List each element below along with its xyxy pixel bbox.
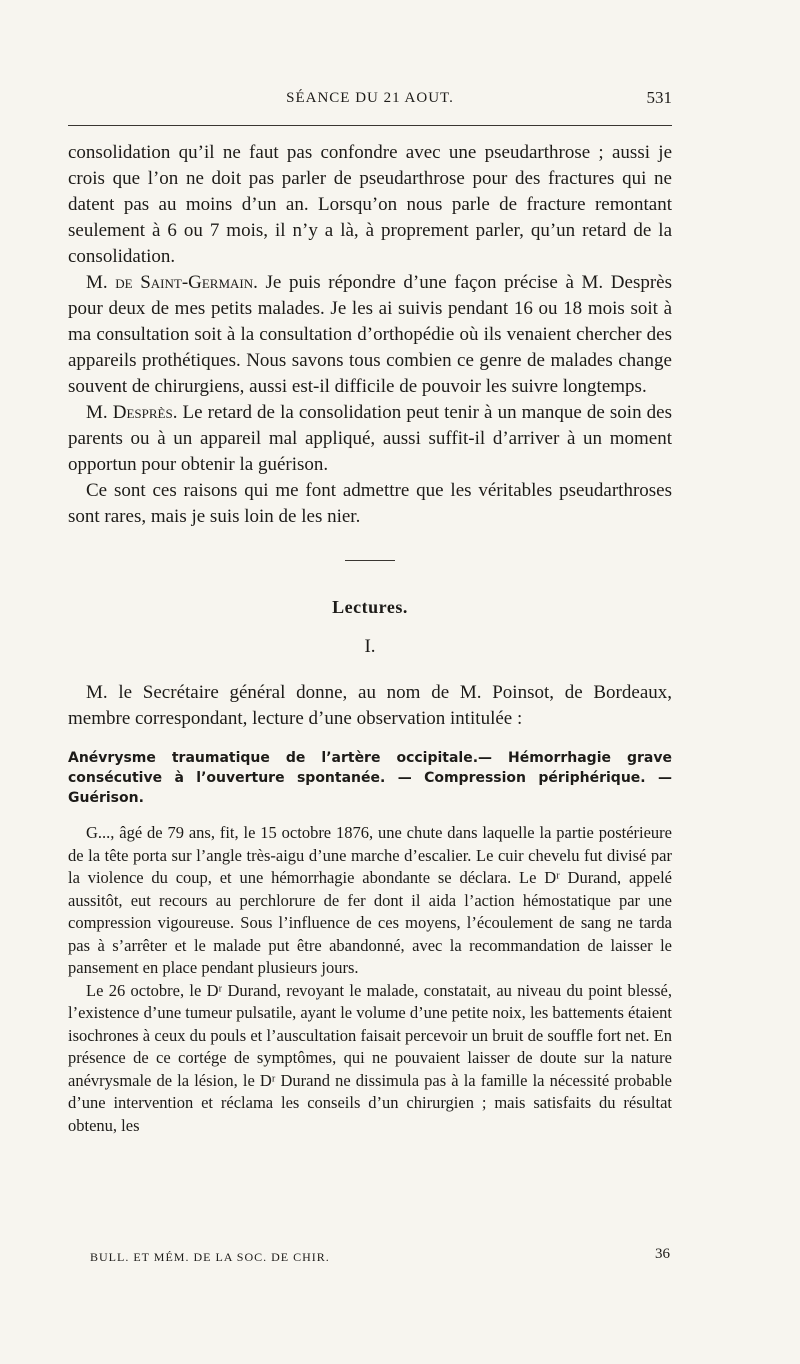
- page-footer: [90, 1248, 670, 1266]
- observation-title: Anévrysme traumatique de l’artère occipitale.— Hémorrhagie grave consécutive à l’ouverture spontanée. — Compression périphérique. — Guérison.: [68, 750, 672, 806]
- section-divider: [345, 560, 395, 561]
- paragraph-text: Ce sont ces raisons qui me font admettre que les véritables pseudarthroses sont rares, mais je suis loin de les nier.: [68, 480, 672, 527]
- speaker-name: M. Desprès.: [86, 402, 178, 423]
- header-title: SÉANCE DU 21 AOUT.: [286, 90, 454, 106]
- observation-paragraph: Le 26 octobre, le Dʳ Durand, revoyant le malade, constatait, au niveau du point blessé, l’existence d’une tumeur pulsatile, ayant le volume d’une petite noix, les battements étaient isochrones à ceux du pouls et l’auscultation faisait percevoir un bruit de souffle fort net. En présence de ce cortége de symptômes, qui ne pouvaient laisser de doute sur la nature anévrysmale de la lésion, le Dʳ Durand ne dissimula pas à la famille la nécessité probable d’une intervention et réclama les conseils d’un chirurgien ; mais satisfaits du résultat obtenu, les: [68, 980, 672, 1135]
- header-rule: [68, 125, 672, 126]
- paragraph-continuation: [68, 140, 672, 270]
- paragraph-conclusion: [68, 478, 672, 530]
- observation-paragraph: G..., âgé de 79 ans, fit, le 15 octobre 1876, une chute dans laquelle la partie postérieure de la tête porta sur l’angle très-aigu d’une marche d’escalier. Le cuir chevelu fut divisé par la violence du coup, et une hémorrhagie abondante se déclara. Le Dʳ Durand, appelé aussitôt, eut recours au perchlorure de fer dont il aida l’action hémostatique par une compression vigoureuse. Sous l’influence de ces moyens, l’écoulement de sang ne tarda pas à s’arrêter et le malade put être abandonné, avec la recommandation de laisser le pansement en place pendant plusieurs jours.: [68, 823, 672, 977]
- paragraph-text: consolidation qu’il ne faut pas confondre avec une pseudarthrose ; aussi je crois que l’on ne doit pas parler de pseudarthrose pour des fractures qui ne datent pas au moins d’un an. Lorsqu’on nous parle de fracture remontant seulement à 6 ou 7 mois, il n’y a là, à proprement parler, qu’un retard de la consolidation.: [68, 142, 672, 267]
- paragraph-despres: [68, 400, 672, 478]
- intro-paragraph: M. le Secrétaire général donne, au nom de M. Poinsot, de Bordeaux, membre correspondant, lecture d’une observation intitulée :: [68, 682, 672, 729]
- running-header: [68, 86, 672, 116]
- section-title: Lectures.: [332, 597, 408, 617]
- footer-journal: BULL. ET MÉM. DE LA SOC. DE CHIR.: [90, 1250, 330, 1264]
- paragraph-text: Je puis répondre d’une façon précise à M. Desprès pour deux de mes petits malades. Je les ai suivis pendant 16 ou 18 mois soit à ma consultation soit à la consultation d’orthopédie où ils venaient chercher des appareils prothétiques. Nous savons tous combien ce genre de malades change souvent de chirurgiens, aussi est-il difficile de pouvoir les suivre longtemps.: [68, 272, 672, 397]
- page-body: [68, 140, 672, 1137]
- paragraph-saint-germain: [68, 270, 672, 400]
- speaker-name: M. de Saint-Germain.: [86, 272, 258, 293]
- page-number: 531: [646, 88, 672, 107]
- footer-signature-number: 36: [655, 1246, 670, 1262]
- section-number: I.: [364, 636, 376, 657]
- paragraph-text: Le retard de la consolidation peut tenir à un manque de soin des parents ou à un appareil mal appliqué, aussi suffit-il d’arriver à un moment opportun pour obtenir la guérison.: [68, 402, 672, 475]
